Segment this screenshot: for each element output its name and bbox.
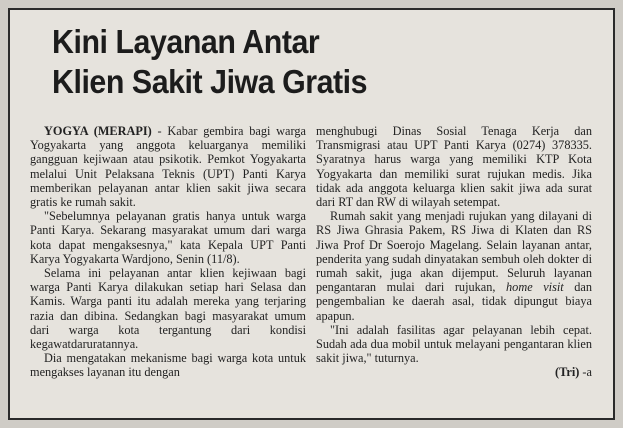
- paragraph-text: Rumah sakit yang menjadi rujukan yang dilayani di RS Jiwa Ghrasia Pakem, RS Jiwa di Klaten dan RS Jiwa Prof Dr Soerojo Magelang. Selain layanan antar, penderita yang sudah dinyatakan sembuh oleh dokter di rumah sakit, juga akan dijemput. Seluruh layanan pengantaran mulai dari rujukan,: [316, 209, 592, 295]
- article-paragraph: menghubugi Dinas Sosial Tenaga Kerja dan Transmigrasi atau UPT Panti Karya (0274) 378335. Syaratnya harus warga yang memiliki KTP Kota Yogyakarta dan memiliki surat rujukan medis. Jika tidak ada anggota keluarga klien sakit jiwa ada surat dari RT dan RW di wilayah setempat.: [316, 124, 592, 210]
- newspaper-clipping: [8, 8, 615, 420]
- dateline: YOGYA (MERAPI): [44, 124, 152, 138]
- author-initials: (Tri): [555, 365, 580, 380]
- article-paragraph: Dia mengatakan mekanisme bagi warga kota untuk mengakses layanan itu dengan: [30, 351, 306, 380]
- headline-line-1: Kini Layanan Antar: [52, 23, 320, 60]
- article-paragraph: Selama ini pelayanan antar klien kejiwaan bagi warga Panti Karya dilakukan setiap hari Selasa dan Kamis. Warga panti itu adalah mereka yang terjaring razia dan dibina. Sedangkan bagi masyarakat umum dari warga kota tergantung dari kondisi kegawatdaruratannya.: [30, 266, 306, 352]
- article-paragraph: [30, 124, 306, 209]
- italic-term: home visit: [506, 280, 564, 295]
- article-column-right: [316, 124, 592, 380]
- article-headline: [52, 22, 367, 102]
- article-paragraph: "Ini adalah fasilitas agar pelayanan lebih cepat. Sudah ada dua mobil untuk melayani pengantaran klien sakit jiwa," tuturnya.: [316, 322, 592, 366]
- paragraph-text: dan pengembalian ke daerah asal, tidak dipungut biaya apapun.: [316, 280, 592, 323]
- article-paragraph: "Sebelumnya pelayanan gratis hanya untuk warga Panti Karya. Sekarang masyarakat umum dari warga kota dapat mengaksesnya," kata Kepala UPT Panti Karya Yogyakarta Wardjono, Senin (11/8).: [30, 209, 306, 266]
- article-column-left: [30, 124, 306, 380]
- headline-line-2: Klien Sakit Jiwa Gratis: [52, 63, 368, 100]
- author-signature: [316, 365, 592, 379]
- article-paragraph: [316, 209, 592, 323]
- paragraph-text: - Kabar gembira bagi warga Yogyakarta yang anggota keluarganya memiliki gangguan kejiwaan atau psikotik. Pemkot Yogyakarta melalui Unit Pelaksana Teknis (UPT) Panti Karya memberikan pelayanan antar klien sakit jiwa secara gratis ke rumah sakit.: [30, 124, 306, 210]
- author-suffix: -a: [579, 365, 592, 380]
